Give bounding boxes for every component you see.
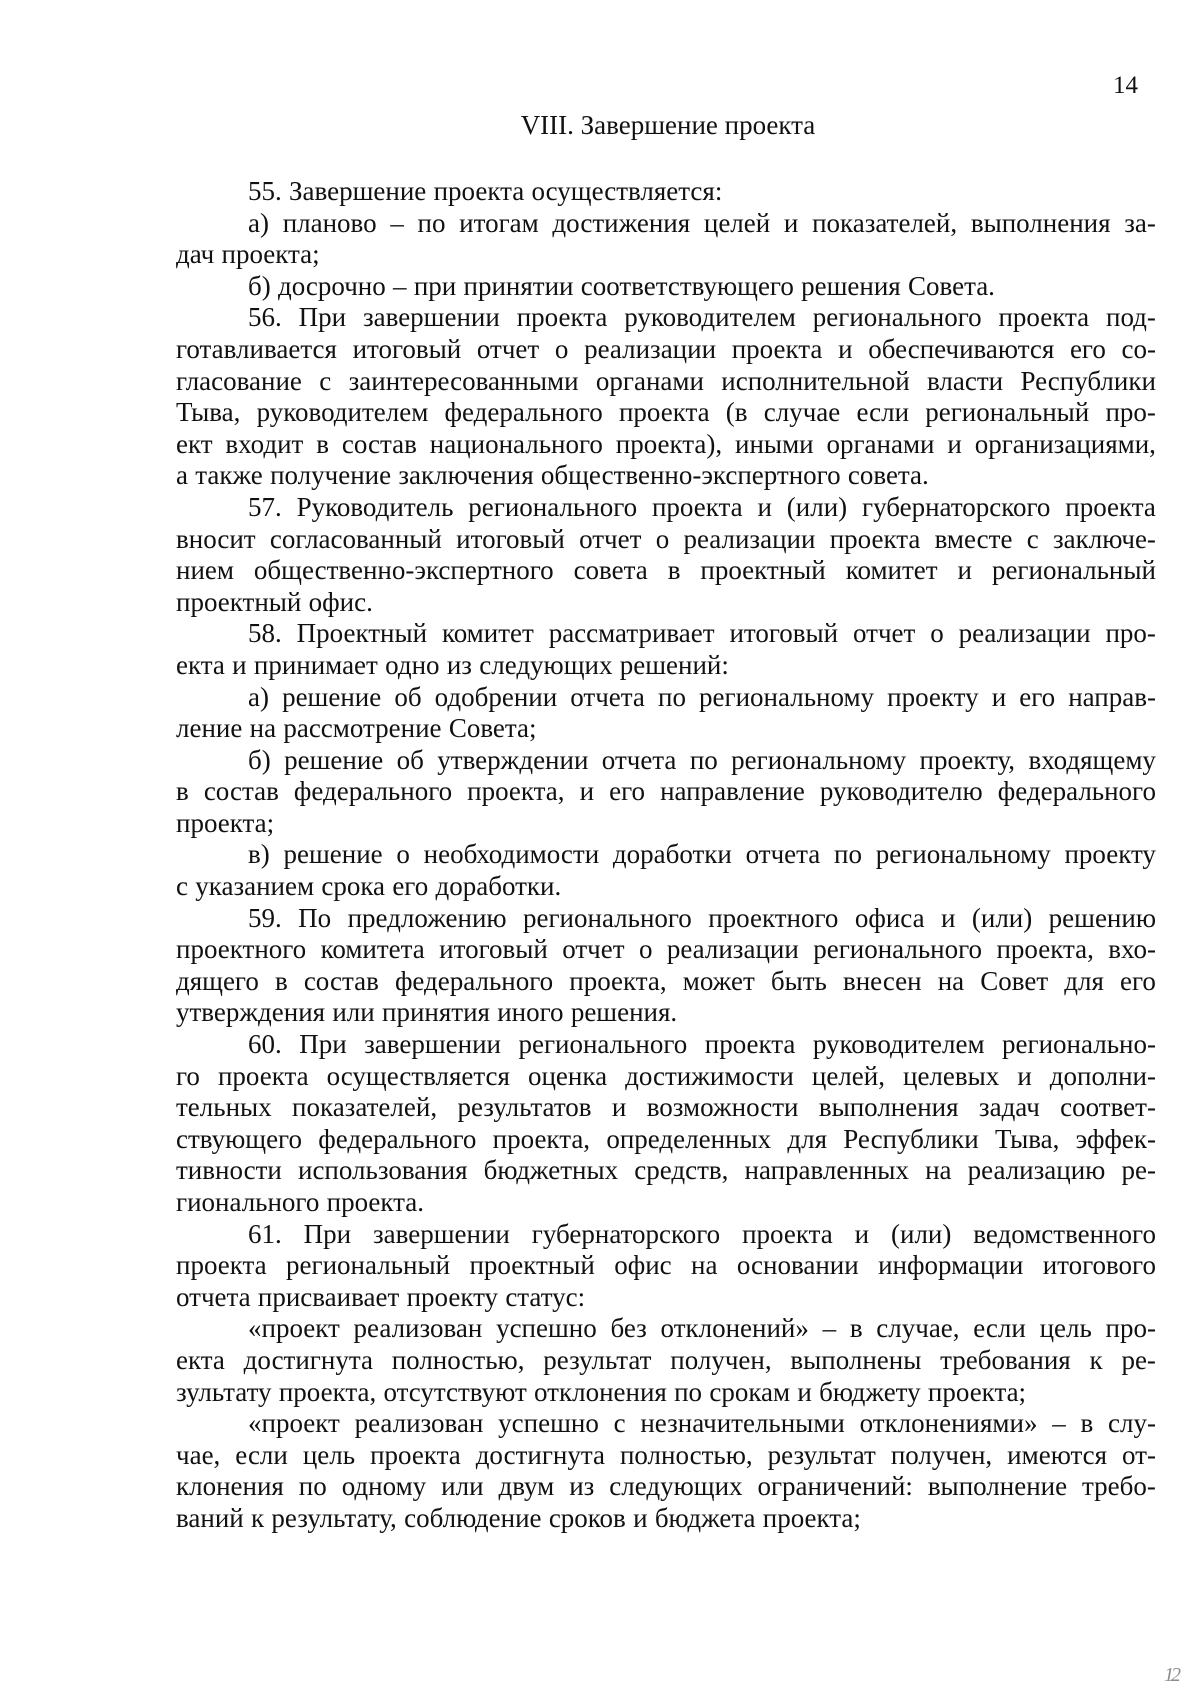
text-line: зультату проекта, отсутствуют отклонения по срокам и бюджету проекта;	[176, 1376, 1027, 1407]
text-line: проекта региональный проектный офис на основании информации итогового	[176, 1250, 1156, 1281]
section-title: VIII. Завершение проекта	[520, 110, 816, 140]
text-line: дящего в состав федерального проекта, может быть внесен на Совет для его	[176, 965, 1156, 996]
text-line: вносит согласованный итоговый отчет о реализации проекта вместе с заключе-	[176, 523, 1156, 554]
page-number: 14	[1113, 72, 1138, 99]
text-line: отчета присваивает проекту статус:	[176, 1281, 586, 1312]
text-line: а) планово – по итогам достижения целей и показателей, выполнения за-	[248, 207, 1156, 238]
text-line: нием общественно-экспертного совета в проектный комитет и региональный	[176, 555, 1156, 586]
text-line: Тыва, руководителем федерального проекта (в случае если региональный про-	[176, 397, 1156, 428]
text-line: го проекта осуществляется оценка достижимости целей, целевых и дополни-	[176, 1060, 1156, 1091]
text-line: ствующего федерального проекта, определенных для Республики Тыва, эффек-	[176, 1123, 1156, 1154]
text-line: «проект реализован успешно с незначительными отклонениями» – в слу-	[248, 1408, 1156, 1439]
text-line: а) решение об одобрении отчета по региональному проекту и его направ-	[248, 681, 1156, 712]
text-line: екта и принимает одно из следующих решений:	[176, 649, 729, 680]
text-line: б) досрочно – при принятии соответствующего решения Совета.	[248, 270, 995, 301]
text-line: чае, если цель проекта достигнута полностью, результат получен, имеются от-	[176, 1439, 1156, 1470]
text-line: в состав федерального проекта, и его направление руководителю федерального	[176, 776, 1156, 807]
text-line: а также получение заключения общественно-экспертного совета.	[176, 460, 929, 491]
text-line: 58. Проектный комитет рассматривает итоговый отчет о реализации про-	[248, 618, 1156, 649]
text-line: тивности использования бюджетных средств, направленных на реализацию ре-	[176, 1155, 1156, 1186]
text-line: 56. При завершении проекта руководителем регионального проекта под-	[248, 302, 1156, 333]
text-line: проекта;	[176, 807, 275, 838]
text-line: 61. При завершении губернаторского проекта и (или) ведомственного	[248, 1218, 1156, 1249]
text-line: гласование с заинтересованными органами исполнительной власти Республики	[176, 365, 1156, 396]
text-line: ление на рассмотрение Совета;	[176, 713, 537, 744]
text-line: утверждения или принятия иного решения.	[176, 997, 678, 1028]
text-line: «проект реализован успешно без отклонений» – в случае, если цель про-	[248, 1313, 1156, 1344]
text-line: екта достигнута полностью, результат получен, выполнены требования к ре-	[176, 1344, 1156, 1375]
text-line: гионального проекта.	[176, 1187, 425, 1217]
text-line: б) решение об утверждении отчета по региональному проекту, входящему	[248, 744, 1156, 775]
text-line: 57. Руководитель регионального проекта и (или) губернаторского проекта	[248, 491, 1156, 522]
text-line: проектного комитета итоговый отчет о реализации регионального проекта, вхо-	[176, 934, 1156, 965]
text-line: тельных показателей, результатов и возможности выполнения задач соответ-	[176, 1092, 1156, 1123]
text-line: дач проекта;	[176, 239, 320, 270]
corner-handwritten-mark: 12	[1164, 1664, 1178, 1686]
text-line: ект входит в состав национального проекта), иными органами и организациями,	[176, 428, 1156, 459]
text-line: с указанием срока его доработки.	[176, 871, 562, 902]
text-line: готавливается итоговый отчет о реализации проекта и обеспечиваются его со-	[176, 333, 1156, 364]
text-line: проектный офис.	[176, 586, 373, 617]
text-line: 55. Завершение проекта осуществляется:	[248, 176, 723, 206]
text-line: в) решение о необходимости доработки отчета по региональному проекту	[248, 839, 1156, 870]
document-body	[176, 176, 1156, 1535]
text-line: 60. При завершении регионального проекта руководителем регионально-	[248, 1029, 1156, 1060]
text-line: 59. По предложению регионального проектного офиса и (или) решению	[248, 902, 1156, 933]
text-line: клонения по одному или двум из следующих ограничений: выполнение требо-	[176, 1471, 1156, 1502]
text-line: ваний к результату, соблюдение сроков и бюджета проекта;	[176, 1502, 861, 1533]
